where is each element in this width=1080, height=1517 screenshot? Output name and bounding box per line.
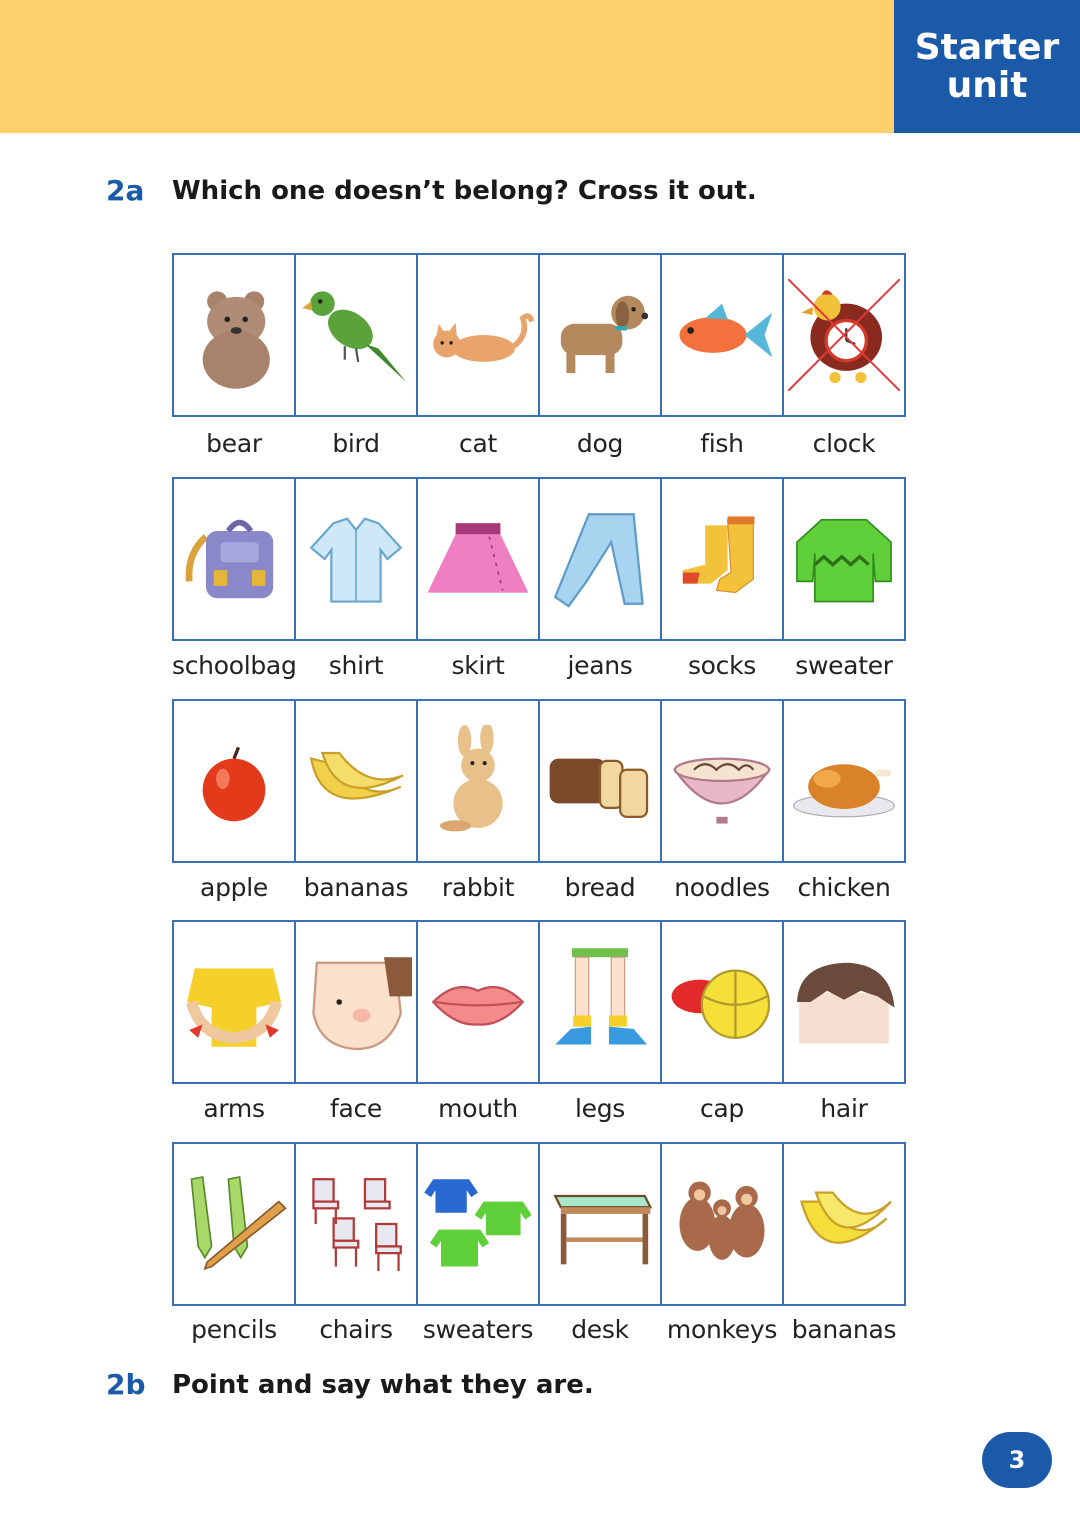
picture-cell-face[interactable] [294, 920, 418, 1084]
picture-label: mouth [438, 1094, 518, 1123]
picture-cell-desk[interactable] [538, 1142, 662, 1306]
picture-label: legs [574, 1094, 626, 1123]
picture-label: skirt [451, 651, 505, 680]
picture-cell-sweater[interactable] [782, 477, 906, 641]
picture-row-3 [172, 699, 920, 863]
desk-icon [544, 1168, 656, 1280]
picture-label: hair [820, 1094, 868, 1123]
section-2a-number: 2a [106, 174, 145, 207]
label-row-3 [172, 873, 920, 909]
section-2b-title: Point and say what they are. [172, 1369, 594, 1400]
picture-cell-skirt[interactable] [416, 477, 540, 641]
picture-cell-bananas[interactable] [782, 1142, 906, 1306]
chicken-icon [788, 725, 900, 837]
picture-label: sweater [795, 651, 893, 680]
unit-tab-line1: Starter [914, 26, 1060, 68]
picture-cell-dog[interactable] [538, 253, 662, 417]
picture-label: apple [200, 873, 268, 902]
picture-row-4 [172, 920, 920, 1084]
picture-cell-socks[interactable] [660, 477, 784, 641]
picture-label: jeans [567, 651, 633, 680]
picture-label: clock [812, 429, 876, 458]
label-row-4 [172, 1094, 920, 1130]
picture-cell-schoolbag[interactable] [172, 477, 296, 641]
pencils-icon [178, 1168, 290, 1280]
picture-label: chicken [797, 873, 891, 902]
page-number-badge: 3 [982, 1432, 1052, 1488]
picture-label: chairs [319, 1315, 393, 1344]
bread-icon [544, 725, 656, 837]
shirt-icon [300, 503, 412, 615]
picture-label: pencils [191, 1315, 277, 1344]
picture-cell-mouth[interactable] [416, 920, 540, 1084]
chairs-icon [300, 1168, 412, 1280]
picture-label: bear [206, 429, 262, 458]
picture-label: cap [699, 1094, 745, 1123]
picture-cell-bread[interactable] [538, 699, 662, 863]
picture-label: fish [700, 429, 744, 458]
picture-label: shirt [328, 651, 384, 680]
label-row-1 [172, 429, 920, 465]
bananas-icon [300, 725, 412, 837]
picture-cell-chicken[interactable] [782, 699, 906, 863]
section-2a-title: Which one doesn’t belong? Cross it out. [172, 175, 757, 206]
picture-label: socks [687, 651, 757, 680]
picture-cell-legs[interactable] [538, 920, 662, 1084]
jeans-icon [544, 503, 656, 615]
bird-icon [300, 279, 412, 391]
picture-cell-jeans[interactable] [538, 477, 662, 641]
clock-icon [788, 279, 900, 391]
picture-cell-cat[interactable] [416, 253, 540, 417]
picture-label: desk [571, 1315, 629, 1344]
picture-label: face [329, 1094, 383, 1123]
picture-cell-apple[interactable] [172, 699, 296, 863]
picture-cell-monkeys[interactable] [660, 1142, 784, 1306]
unit-tab-line2: unit [946, 64, 1028, 106]
monkeys-icon [666, 1168, 778, 1280]
face-icon [300, 946, 412, 1058]
label-row-2 [172, 651, 920, 687]
picture-cell-bananas[interactable] [294, 699, 418, 863]
schoolbag-icon [178, 503, 290, 615]
picture-cell-arms[interactable] [172, 920, 296, 1084]
label-row-5 [172, 1315, 920, 1351]
picture-label: noodles [674, 873, 770, 902]
unit-tab [894, 0, 1080, 133]
sweaters-icon [422, 1168, 534, 1280]
picture-label: bird [332, 429, 380, 458]
fish-icon [666, 279, 778, 391]
picture-cell-bear[interactable] [172, 253, 296, 417]
picture-cell-sweaters[interactable] [416, 1142, 540, 1306]
section-2b-number: 2b [106, 1368, 146, 1401]
picture-cell-chairs[interactable] [294, 1142, 418, 1306]
picture-label: bananas [791, 1315, 897, 1344]
picture-label: arms [203, 1094, 265, 1123]
picture-cell-bird[interactable] [294, 253, 418, 417]
picture-cell-shirt[interactable] [294, 477, 418, 641]
socks-icon [666, 503, 778, 615]
cap-icon [666, 946, 778, 1058]
picture-cell-fish[interactable] [660, 253, 784, 417]
section-2a-heading [106, 174, 757, 207]
noodles-icon [666, 725, 778, 837]
picture-cell-clock[interactable] [782, 253, 906, 417]
picture-label: monkeys [666, 1315, 778, 1344]
bananas-icon [788, 1168, 900, 1280]
picture-label: cat [459, 429, 497, 458]
picture-cell-cap[interactable] [660, 920, 784, 1084]
picture-label: schoolbag [172, 651, 297, 680]
sweater-icon [788, 503, 900, 615]
arms-icon [178, 946, 290, 1058]
picture-cell-noodles[interactable] [660, 699, 784, 863]
dog-icon [544, 279, 656, 391]
picture-cell-rabbit[interactable] [416, 699, 540, 863]
apple-icon [178, 725, 290, 837]
mouth-icon [422, 946, 534, 1058]
picture-label: sweaters [422, 1315, 534, 1344]
skirt-icon [422, 503, 534, 615]
rabbit-icon [422, 725, 534, 837]
picture-label: bananas [303, 873, 409, 902]
picture-cell-pencils[interactable] [172, 1142, 296, 1306]
picture-row-5 [172, 1142, 920, 1306]
picture-label: bread [564, 873, 636, 902]
header-band [0, 0, 894, 133]
picture-cell-hair[interactable] [782, 920, 906, 1084]
picture-row-1 [172, 253, 920, 417]
picture-row-2 [172, 477, 920, 641]
section-2b-heading [106, 1368, 594, 1401]
picture-label: dog [576, 429, 624, 458]
bear-icon [178, 279, 290, 391]
legs-icon [544, 946, 656, 1058]
hair-icon [788, 946, 900, 1058]
picture-label: rabbit [441, 873, 515, 902]
cat-icon [422, 279, 534, 391]
